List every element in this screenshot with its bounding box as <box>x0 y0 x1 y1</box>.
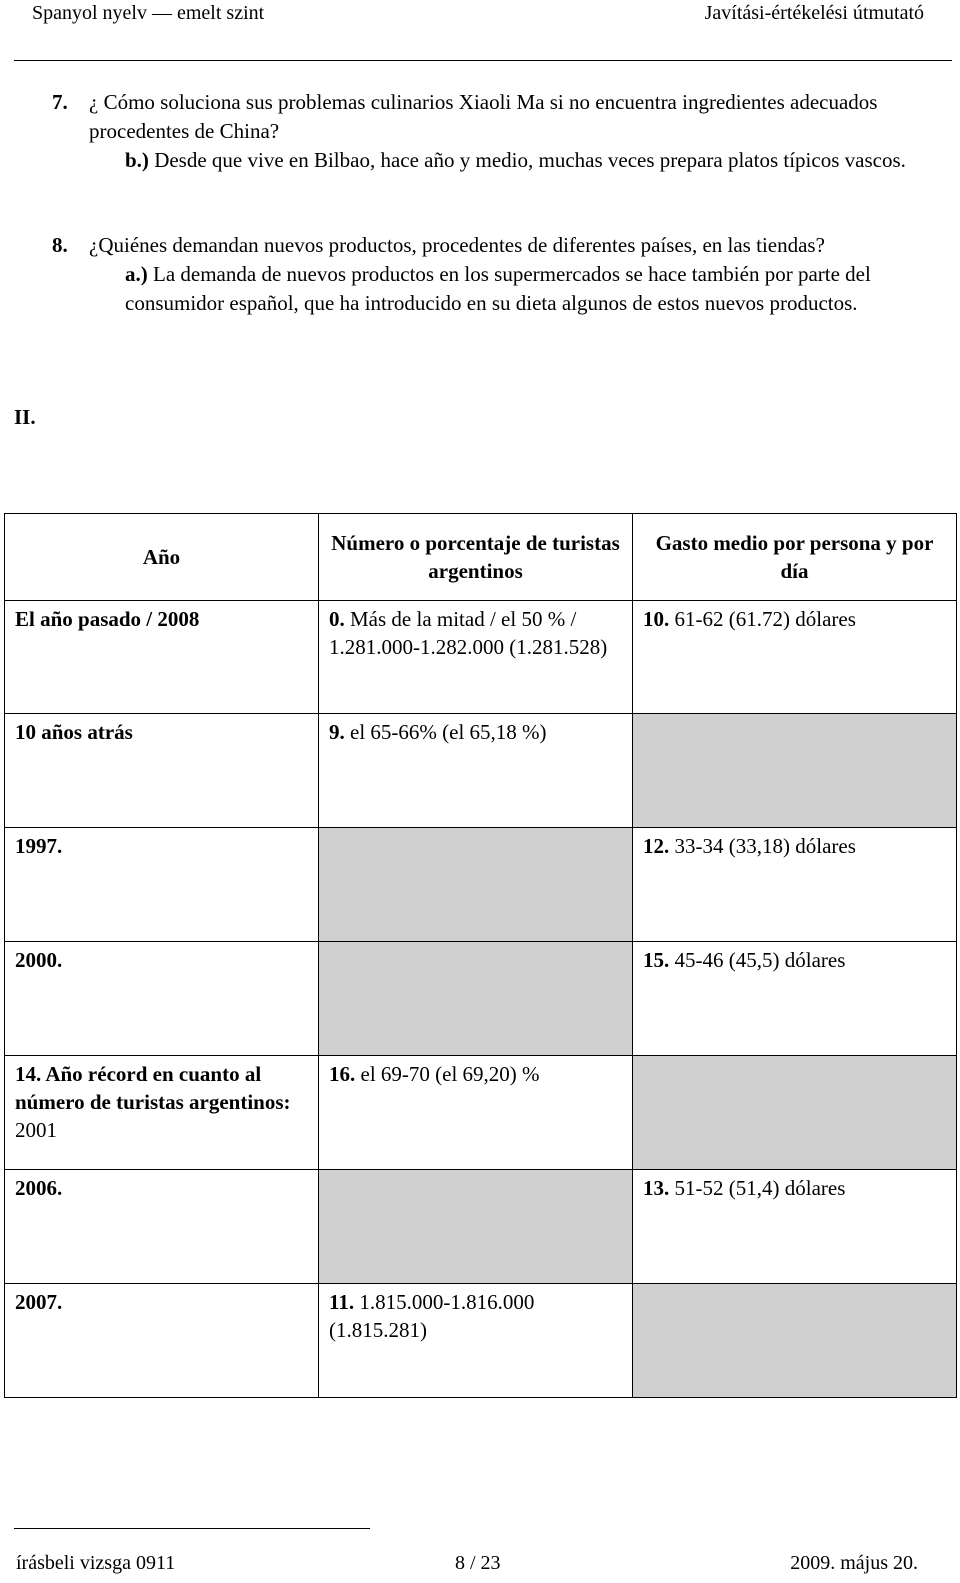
row-year: 10 años atrás <box>5 714 319 828</box>
tourism-table <box>4 513 957 1398</box>
answer-7-text: Desde que vive en Bilbao, hace año y medio, muchas veces prepara platos típicos vascos. <box>148 148 906 172</box>
question-7-block <box>52 88 932 175</box>
row-year: 14. Año récord en cuanto al número de turistas argentinos: 2001 <box>5 1056 319 1170</box>
question-7-answer <box>125 146 932 175</box>
row-year: 1997. <box>5 828 319 942</box>
table-header-row <box>5 514 957 601</box>
header-spending: Gasto medio por persona y por día <box>633 514 957 601</box>
row-year: El año pasado / 2008 <box>5 601 319 714</box>
row-tourists: 11. 1.815.000-1.816.000 (1.815.281) <box>319 1284 633 1398</box>
table-row <box>5 1056 957 1170</box>
row-spending: 15. 45-46 (45,5) dólares <box>633 942 957 1056</box>
footer-date: 2009. május 20. <box>790 1552 918 1574</box>
table-row <box>5 714 957 828</box>
row-year: 2007. <box>5 1284 319 1398</box>
row-spending: 12. 33-34 (33,18) dólares <box>633 828 957 942</box>
page-header <box>0 0 960 60</box>
row-tourists: 9. el 65-66% (el 65,18 %) <box>319 714 633 828</box>
row-spending: 10. 61-62 (61.72) dólares <box>633 601 957 714</box>
row-year: 2006. <box>5 1170 319 1284</box>
row-spending-shaded <box>633 1056 957 1170</box>
table-row <box>5 1284 957 1398</box>
question-8-number: 8. <box>52 233 68 257</box>
question-8-text: ¿Quiénes demandan nuevos productos, procedentes de diferentes países, en las tiendas? <box>89 233 825 257</box>
row-tourists-shaded <box>319 828 633 942</box>
row-tourists-shaded <box>319 942 633 1056</box>
row-year: 2000. <box>5 942 319 1056</box>
question-8-block <box>52 231 932 318</box>
header-year: Año <box>5 514 319 601</box>
header-subject: Spanyol nyelv — emelt szint <box>32 2 265 24</box>
row-spending: 13. 51-52 (51,4) dólares <box>633 1170 957 1284</box>
question-7-text: ¿ Cómo soluciona sus problemas culinarios Xiaoli Ma si no encuentra ingredientes adecuados procedentes de China? <box>89 90 878 143</box>
footer-exam-code: írásbeli vizsga 0911 <box>16 1552 176 1574</box>
row-spending-shaded <box>633 1284 957 1398</box>
row-tourists: 16. el 69-70 (el 69,20) % <box>319 1056 633 1170</box>
table-row <box>5 601 957 714</box>
row-spending-shaded <box>633 714 957 828</box>
page-number: 8 / 23 <box>455 1552 501 1574</box>
row-tourists: 0. Más de la mitad / el 50 % / 1.281.000-1.282.000 (1.281.528) <box>319 601 633 714</box>
answer-8-text: La demanda de nuevos productos en los supermercados se hace también por parte del consumidor español, que ha introducido en su dieta algunos de estos nuevos productos. <box>125 262 871 315</box>
question-7-number: 7. <box>52 90 68 114</box>
row-tourists-shaded <box>319 1170 633 1284</box>
section-number: II. <box>14 405 36 429</box>
table-row <box>5 1170 957 1284</box>
answer-7-letter: b.) <box>125 148 149 172</box>
header-doc-type: Javítási-értékelési útmutató <box>704 2 924 24</box>
table-row <box>5 828 957 942</box>
header-tourists: Número o porcentaje de turistas argentinos <box>319 514 633 601</box>
footer-divider <box>14 1528 370 1529</box>
header-divider <box>14 60 952 61</box>
table-row <box>5 942 957 1056</box>
answer-8-letter: a.) <box>125 262 148 286</box>
question-8-answer <box>125 260 932 318</box>
